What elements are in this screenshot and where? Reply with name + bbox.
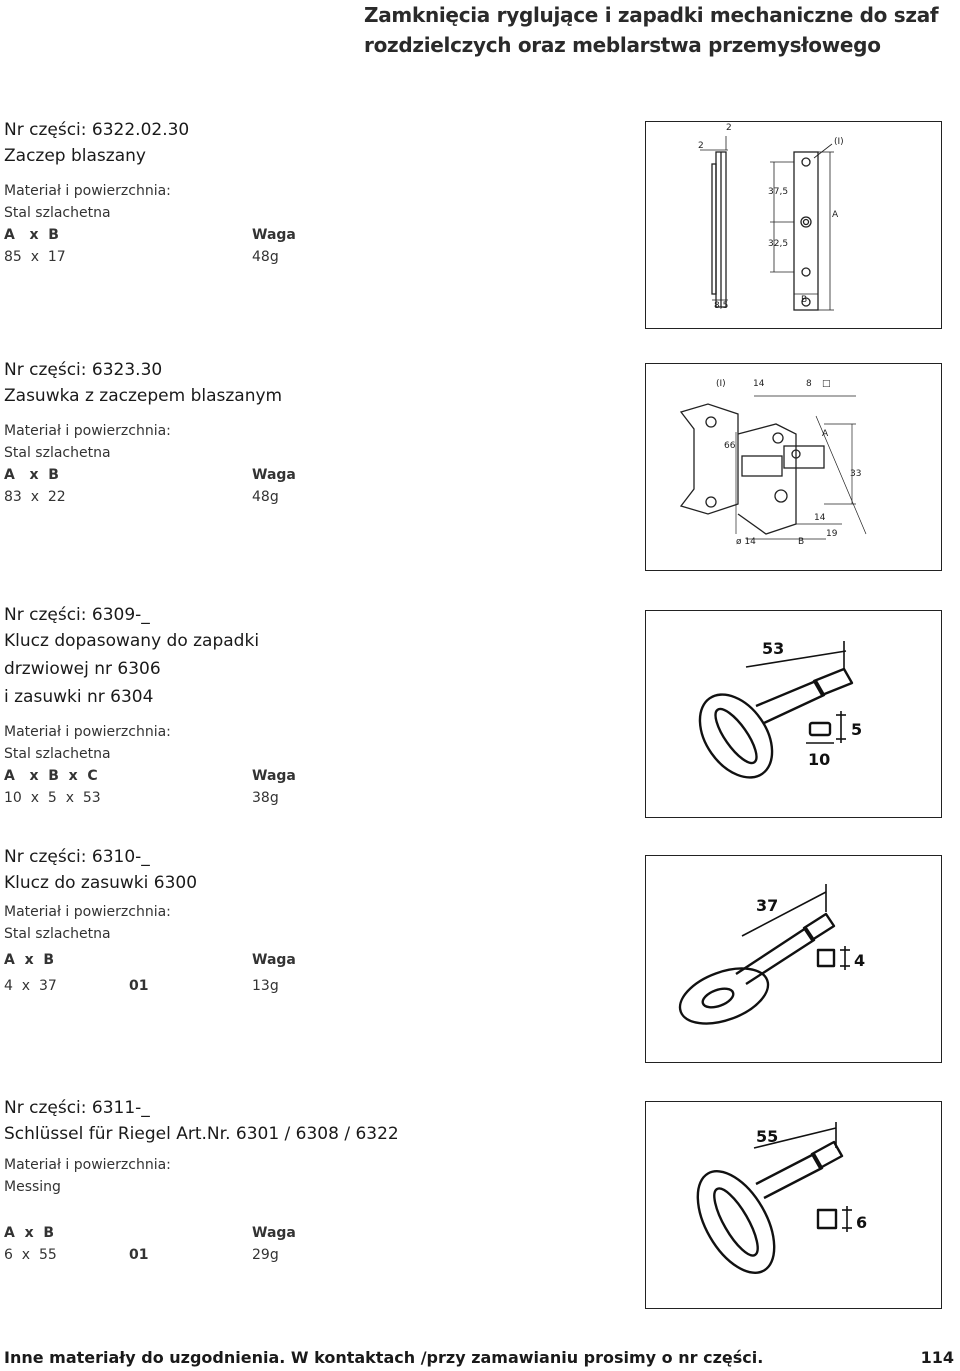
drawing-frame-6310: [645, 855, 942, 1063]
material-value: Stal szlachetna: [4, 926, 111, 942]
weight-label: Waga: [252, 768, 296, 784]
material-label: Materiał i powierzchnia:: [4, 1157, 171, 1173]
product-name-line-2: drzwiowej nr 6306: [4, 659, 161, 679]
material-value: Stal szlachetna: [4, 445, 111, 461]
part-number: Nr części: 6311-_: [4, 1098, 150, 1118]
strike-plate-drawing: [646, 122, 941, 328]
material-label: Materiał i powierzchnia:: [4, 423, 171, 439]
product-name-line-3: i zasuwki nr 6304: [4, 687, 154, 707]
dims-row: [4, 246, 324, 268]
weight-label: Waga: [252, 227, 296, 243]
weight-label: Waga: [252, 952, 296, 968]
dims-header: [4, 464, 324, 486]
weight-value: 38g: [252, 790, 279, 806]
weight-value: 48g: [252, 249, 279, 265]
dims-label: A x B: [4, 952, 55, 968]
drawing-label: 32,5: [768, 239, 789, 249]
part-number: Nr części: 6310-_: [4, 847, 150, 867]
drawing-label: 66: [724, 441, 736, 451]
product-6323: [4, 358, 324, 508]
dims-row: [4, 486, 324, 508]
dims-value: 6 x 55: [4, 1247, 57, 1263]
dims-header: [4, 224, 324, 246]
material-label: Materiał i powierzchnia:: [4, 183, 171, 199]
drawing-label: 55: [756, 1127, 779, 1146]
dims-row: [4, 975, 324, 997]
product-name: Zasuwka z zaczepem blaszanym: [4, 386, 283, 406]
drawing-label: 37: [756, 896, 779, 915]
material-value: Stal szlachetna: [4, 205, 111, 221]
weight-label: Waga: [252, 1225, 296, 1241]
drawing-label: ø 14: [736, 537, 756, 547]
title-line-2: rozdzielczych oraz meblarstwa przemysłowego: [364, 33, 881, 57]
weight-value: 13g: [252, 978, 279, 994]
product-6311: [4, 1096, 399, 1266]
part-number: Nr części: 6322.02.30: [4, 120, 190, 140]
footer-note: Inne materiały do uzgodnienia. W kontaktach /przy zamawianiu prosimy o nr części.: [4, 1348, 764, 1367]
drawing-frame-6311: [645, 1101, 942, 1309]
drawing-label: 6: [856, 1213, 868, 1232]
page-number: 114: [920, 1348, 954, 1367]
dims-value: 85 x 17: [4, 249, 66, 265]
drawing-label: (I): [834, 137, 844, 147]
drawing-label: B: [801, 295, 808, 305]
product-6310: [4, 845, 324, 997]
bolt-latch-drawing: [646, 364, 941, 570]
drawing-label: B: [798, 537, 805, 547]
title-line-1: Zamknięcia ryglujące i zapadki mechaniczne do szaf: [364, 3, 939, 27]
dims-header: [4, 765, 324, 787]
drawing-label: 14: [814, 513, 826, 523]
drawing-label: (I): [716, 379, 726, 389]
weight-value: 29g: [252, 1247, 279, 1263]
drawing-frame-6323: [645, 363, 942, 571]
product-name: Klucz do zasuwki 6300: [4, 873, 198, 893]
drawing-label: 19: [826, 529, 838, 539]
drawing-label: 4: [854, 951, 866, 970]
drawing-label: 8,5: [714, 301, 729, 311]
drawing-label: 2: [726, 123, 732, 133]
dims-value: 83 x 22: [4, 489, 66, 505]
dims-label: A x B: [4, 467, 59, 483]
key-drawing: [646, 611, 941, 817]
material-label: Materiał i powierzchnia:: [4, 724, 171, 740]
dims-label: A x B x C: [4, 768, 98, 784]
product-name: Schlüssel für Riegel Art.Nr. 6301 / 6308 / 6322: [4, 1124, 399, 1144]
dims-row: [4, 1244, 324, 1266]
dims-value: 10 x 5 x 53: [4, 790, 101, 806]
weight-label: Waga: [252, 467, 296, 483]
material-value: Stal szlachetna: [4, 746, 111, 762]
material-value: Messing: [4, 1179, 61, 1195]
variant-code: 01: [129, 1247, 149, 1263]
drawing-label: 5: [851, 720, 863, 739]
drawing-label: 37,5: [768, 187, 789, 197]
dims-row: [4, 787, 324, 809]
dims-value: 4 x 37: [4, 978, 57, 994]
dims-header: [4, 1222, 324, 1244]
dims-label: A x B: [4, 1225, 55, 1241]
drawing-label: 8: [806, 379, 812, 389]
drawing-label: 10: [808, 750, 831, 769]
variant-code: 01: [129, 978, 149, 994]
drawing-frame-6309: [645, 610, 942, 818]
drawing-label: 14: [753, 379, 765, 389]
footer: [4, 1346, 954, 1370]
product-name: Zaczep blaszany: [4, 146, 146, 166]
product-name-line-1: Klucz dopasowany do zapadki: [4, 631, 260, 651]
part-number: Nr części: 6323.30: [4, 360, 163, 380]
drawing-label: 33: [850, 469, 862, 479]
dims-label: A x B: [4, 227, 59, 243]
product-6309: [4, 603, 324, 809]
drawing-label: A: [832, 210, 839, 220]
material-label: Materiał i powierzchnia:: [4, 904, 171, 920]
square-symbol: □: [822, 379, 831, 389]
drawing-label: 53: [762, 639, 785, 658]
product-6322: [4, 118, 324, 268]
page-title: [364, 0, 954, 60]
key-drawing: [646, 856, 941, 1062]
dims-header: [4, 949, 324, 971]
part-number: Nr części: 6309-_: [4, 605, 150, 625]
key-drawing: [646, 1102, 941, 1308]
drawing-label: 2: [698, 141, 704, 151]
drawing-frame-6322: [645, 121, 942, 329]
drawing-label: A: [822, 429, 829, 439]
weight-value: 48g: [252, 489, 279, 505]
